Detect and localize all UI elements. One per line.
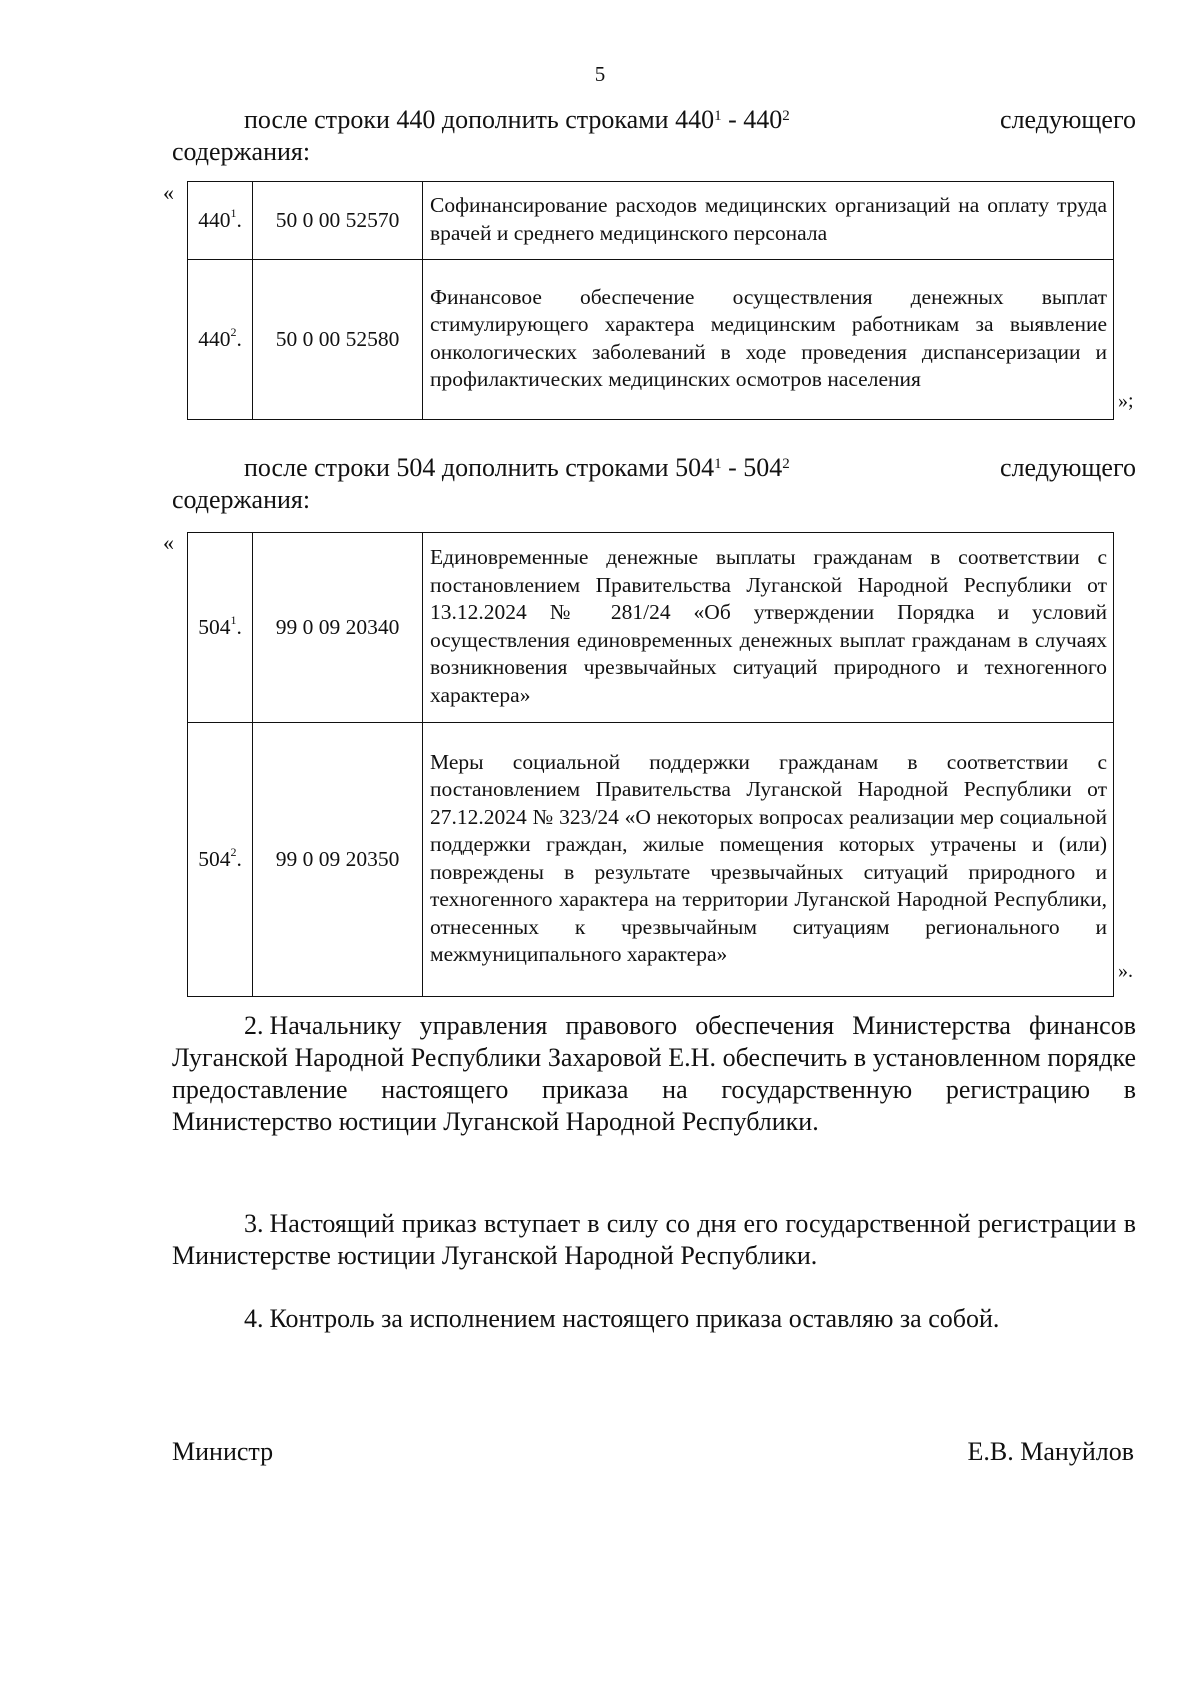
row-code: 99 0 09 20350 [253, 723, 423, 997]
close-quote: »; [1118, 390, 1134, 412]
intro-line-2: содержания: [172, 485, 311, 514]
row-code: 50 0 00 52570 [253, 182, 423, 260]
row-number: $504^1$. [188, 533, 253, 723]
amendment-intro-504 [172, 452, 1136, 516]
intro-text-end: следующего [1000, 453, 1136, 482]
amendment-table-440 [187, 181, 1114, 420]
signatory-title: Министр [172, 1437, 274, 1466]
row-code: 50 0 00 52580 [253, 260, 423, 420]
close-quote: ». [1118, 960, 1133, 982]
page-number: 5 [594, 62, 606, 86]
row-code: 99 0 09 20340 [253, 533, 423, 723]
row-description: Меры социальной поддержки гражданам в соответствии с постановлением Правительства Луганской Народной Республики от 27.12.2024 № 323/24 «О некоторых вопросах реализации мер социальной поддержки граждан, жилые помещения которых утрачены и (или) повреждены в результате чрезвычайных ситуаций природного и техногенного характера на территории Луганской Народной Республики, отнесенных к чрезвычайным ситуациям регионального и межмуниципального характера» [423, 723, 1114, 997]
intro-line-1 [172, 104, 1136, 136]
paragraph-text: Настоящий приказ вступает в силу со дня его государственной регистрации в Министерстве юстиции Луганской Народной Республики. [172, 1209, 1136, 1270]
row-number: $440^1$. [188, 182, 253, 260]
paragraph-label: 2. [244, 1011, 264, 1040]
amendment-intro-440 [172, 104, 1136, 168]
row-number: $440^2$. [188, 260, 253, 420]
intro-line-2: содержания: [172, 137, 311, 166]
paragraph-3 [172, 1208, 1136, 1272]
table-row [188, 260, 1114, 420]
paragraph-4 [172, 1303, 1136, 1335]
open-quote: « [163, 180, 174, 205]
paragraph-text: Начальнику управления правового обеспечения Министерства финансов Луганской Народной Республики Захаровой Е.Н. обеспечить в установленном порядке предоставление настоящего приказа на государственную регистрацию в Министерство юстиции Луганской Народной Республики. [172, 1011, 1136, 1136]
amendment-table-504 [187, 532, 1114, 997]
intro-text-end: следующего [1000, 105, 1136, 134]
row-description: Финансовое обеспечение осуществления денежных выплат стимулирующего характера медицинским работникам за выявление онкологических заболеваний в ходе проведения диспансеризации и профилактических медицинских осмотров населения [423, 260, 1114, 420]
paragraph-2 [172, 1010, 1136, 1138]
row-description: Софинансирование расходов медицинских организаций на оплату труда врачей и среднего медицинского персонала [423, 182, 1114, 260]
intro-text-start: после строки 440 дополнить строками $440^1 - 440^2$ [244, 105, 790, 134]
paragraph-label: 4. [244, 1304, 264, 1333]
paragraph-label: 3. [244, 1209, 264, 1238]
signatory-name: Е.В. Мануйлов [967, 1437, 1134, 1466]
row-description: Единовременные денежные выплаты гражданам в соответствии с постановлением Правительства Луганской Народной Республики от 13.12.2024 № 281/24 «Об утверждении Порядка и условий осуществления единовременных денежных выплат гражданам в случаях возникновения чрезвычайных ситуаций природного и техногенного характера» [423, 533, 1114, 723]
table-row [188, 723, 1114, 997]
row-number: $504^2$. [188, 723, 253, 997]
table-row [188, 182, 1114, 260]
intro-line-1 [172, 452, 1136, 484]
table-row [188, 533, 1114, 723]
open-quote: « [163, 530, 174, 555]
paragraph-text: Контроль за исполнением настоящего приказа оставляю за собой. [269, 1304, 1000, 1333]
intro-text-start: после строки 504 дополнить строками $504^1 - 504^2$ [244, 453, 790, 482]
